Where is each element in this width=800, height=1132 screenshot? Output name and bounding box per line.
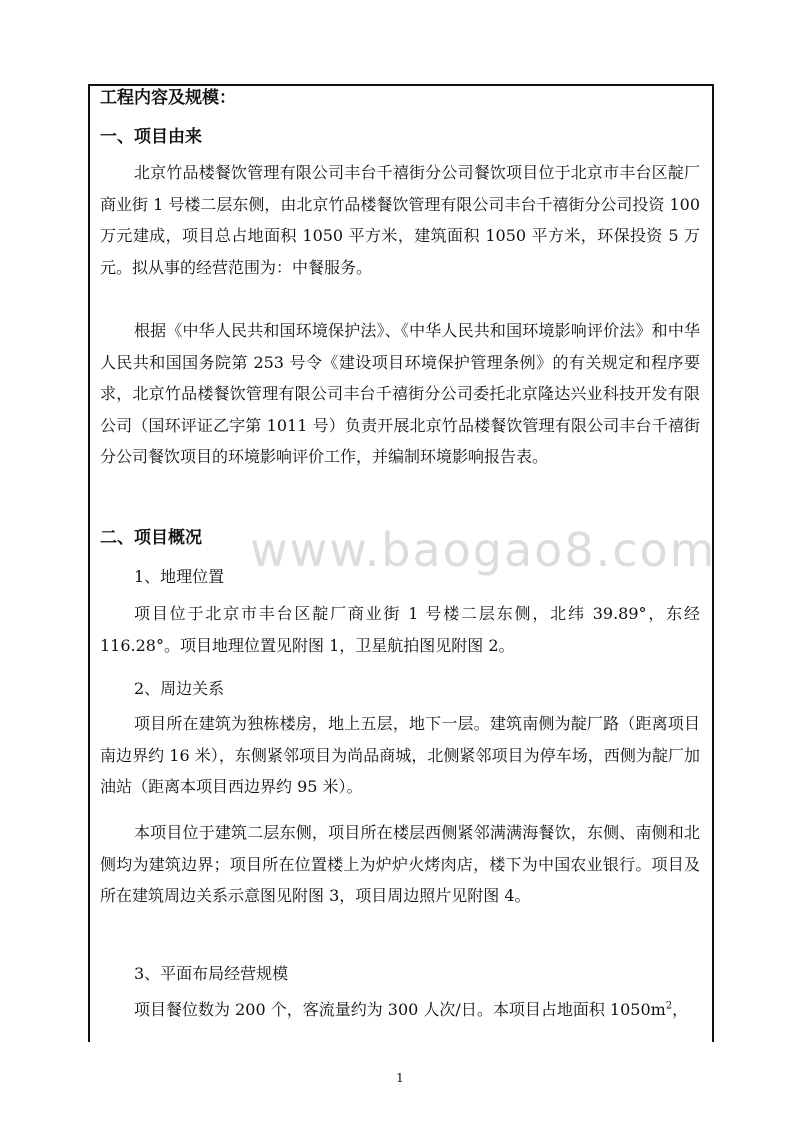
sub3-para [100,994,700,1026]
sub3-heading: 3、平面布局经营规模 [134,964,289,983]
sub2-heading: 2、周边关系 [134,679,225,698]
page-title: 工程内容及规模： [100,88,236,108]
section1-para2: 根据《中华人民共和国环境保护法》、《中华人民共和国环境影响评价法》和中华人民共和国国务院第 253 号令《建设项目环境保护管理条例》的有关规定和程序要求，北京竹品楼餐饮管理有限公司丰台千禧街分公司委托北京隆达兴业科技开发有限公司（国环评证乙字第 1011 号）负责开展北京竹品楼餐饮管理有限公司丰台千禧街分公司餐饮项目的环境影响评价工作，并编制环境影响报告表。 [100,321,700,466]
section2-heading: 二、项目概况 [100,528,202,548]
sub3-para-sup: 2 [665,1000,673,1012]
sub3-para-main: 项目餐位数为 200 个，客流量约为 300 人次/日。本项目占地面积 1050m [134,1000,666,1019]
sub3-para-tail: ， [672,1000,689,1019]
sub2-para1: 项目所在建筑为独栋楼房，地上五层，地下一层。建筑南侧为靛厂路（距离项目南边界约 16 米），东侧紧邻项目为尚品商城，北侧紧邻项目为停车场，西侧为靛厂加油站（距离本项目西边界约 95 米）。 [100,714,700,796]
watermark: www.baogao8.com [250,523,717,577]
page-number: 1 [396,1071,404,1085]
sub1-heading: 1、地理位置 [134,567,225,586]
sub1-para: 项目位于北京市丰台区靛厂商业街 1 号楼二层东侧，北纬 39.89°，东经 116.28°。项目地理位置见附图 1，卫星航拍图见附图 2。 [100,604,700,655]
sub2-para2: 本项目位于建筑二层东侧，项目所在楼层西侧紧邻满满海餐饮，东侧、南侧和北侧均为建筑边界；项目所在位置楼上为炉炉火烤肉店，楼下为中国农业银行。项目及所在建筑周边关系示意图见附图 3，项目周边照片见附图 4。 [100,823,700,905]
section1-heading: 一、项目由来 [100,127,202,147]
section1-para1: 北京竹品楼餐饮管理有限公司丰台千禧街分公司餐饮项目位于北京市丰台区靛厂商业街 1 号楼二层东侧，由北京竹品楼餐饮管理有限公司丰台千禧街分公司投资 100 万元建成，项目总占地面积 1050 平方米，建筑面积 1050 平方米，环保投资 5 万元。拟从事的经营范围为：中餐服务。 [100,163,700,277]
